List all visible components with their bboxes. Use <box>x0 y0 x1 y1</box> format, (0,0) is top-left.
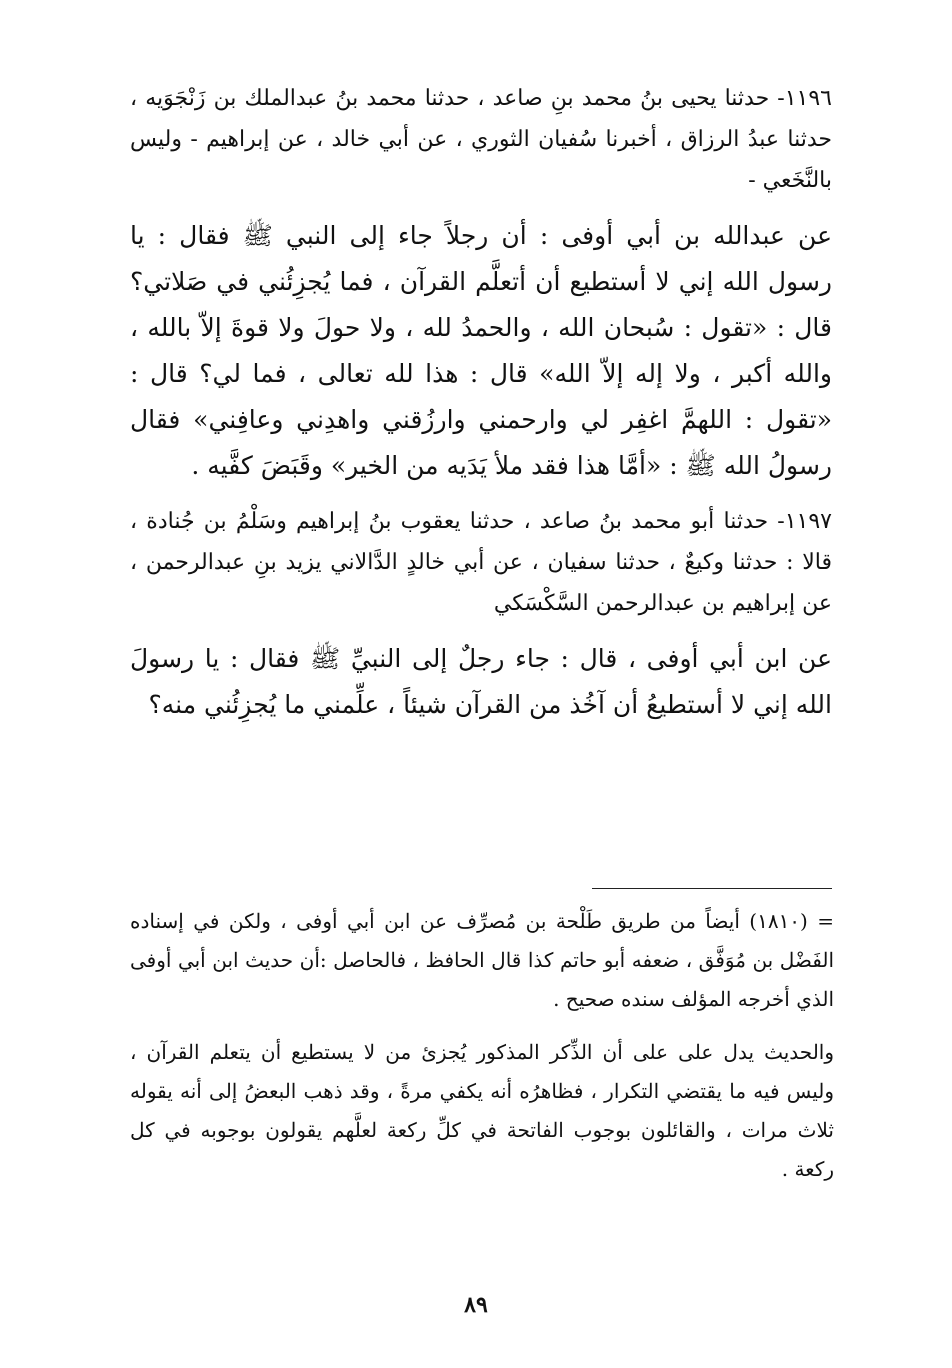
hadith-1196-matn: عن عبدالله بن أبي أوفى : أن رجلاً جاء إلى النبي ﷺ فقال : يا رسول الله إني لا أستطيع أن أتعلَّم القرآن ، فما يُجزِئُني في صَلاتي؟ قال : «تقول : سُبحان الله ، والحمدُ لله ، ولا حولَ ولا قوةَ إلاّ بالله ، والله أكبر ، ولا إله إلاّ الله» قال : هذا لله تعالى ، فما لي؟ قال : «تقول : اللهمَّ اغفِر لي وارحمني وارزُقني واهدِني وعافِني» فقال رسولُ الله ﷺ : «أمَّا هذا فقد ملأ يَدَيه من الخير» وقَبَضَ كفَّيه . <box>130 221 832 480</box>
footnote-separator <box>592 888 832 889</box>
footnotes <box>130 902 834 1203</box>
hadith-1197-isnad: ١١٩٧- حدثنا أبو محمد بنُ صاعد ، حدثنا يعقوب بنُ إبراهيم وسَلْمُ بن جُنادة ، قالا : حدثنا وكيعٌ ، حدثنا سفيان ، عن أبي خالدٍ الدَّالاني يزيد بنِ عبدالرحمن ، عن إبراهيم بن عبدالرحمن السَّكْسَكي <box>130 509 832 616</box>
page-number: ٨٩ <box>464 1292 488 1318</box>
footnote-commentary: والحديث يدل على على أن الذِّكر المذكور يُجزئ من لا يستطيع أن يتعلم القرآن ، وليس فيه ما يقتضي التكرار ، فظاهرُه أنه يكفي مرةً ، وقد ذهب البعضُ إلى أنه يقوله ثلاث مرات ، والقائلون بوجوب الفاتحة في كلِّ ركعة لعلَّهم يقولون بوجوبه في كل ركعة . <box>130 1040 835 1181</box>
hadith-1196-isnad: ١١٩٦- حدثنا يحيى بنُ محمد بنِ صاعد ، حدثنا محمد بنُ عبدالملك بن زَنْجَوَيه ، حدثنا عبدُ الرزاق ، أخبرنا سُفيان الثوري ، عن أبي خالد ، عن إبراهيم - وليس بالنَّخَعي - <box>130 86 832 193</box>
hadith-1197-matn: عن ابن أبي أوفى ، قال : جاء رجلٌ إلى النبيِّ ﷺ فقال : يا رسولَ الله إني لا أستطيعُ أن آخُذ من القرآن شيئاً ، علِّمني ما يُجزِئُني منه؟ <box>130 644 832 719</box>
footnote-continuation: = (١٨١٠) أيضاً من طريق طَلْحة بن مُصرِّف عن ابن أبي أوفى ، ولكن في إسناده الفَضْل بن مُوَفَّق ، ضعفه أبو حاتم كذا قال الحافظ ، فالحاصل :أن حديث ابن أبي أوفى الذي أخرجه المؤلف سنده صحيح . <box>130 909 835 1011</box>
main-text <box>130 78 832 740</box>
